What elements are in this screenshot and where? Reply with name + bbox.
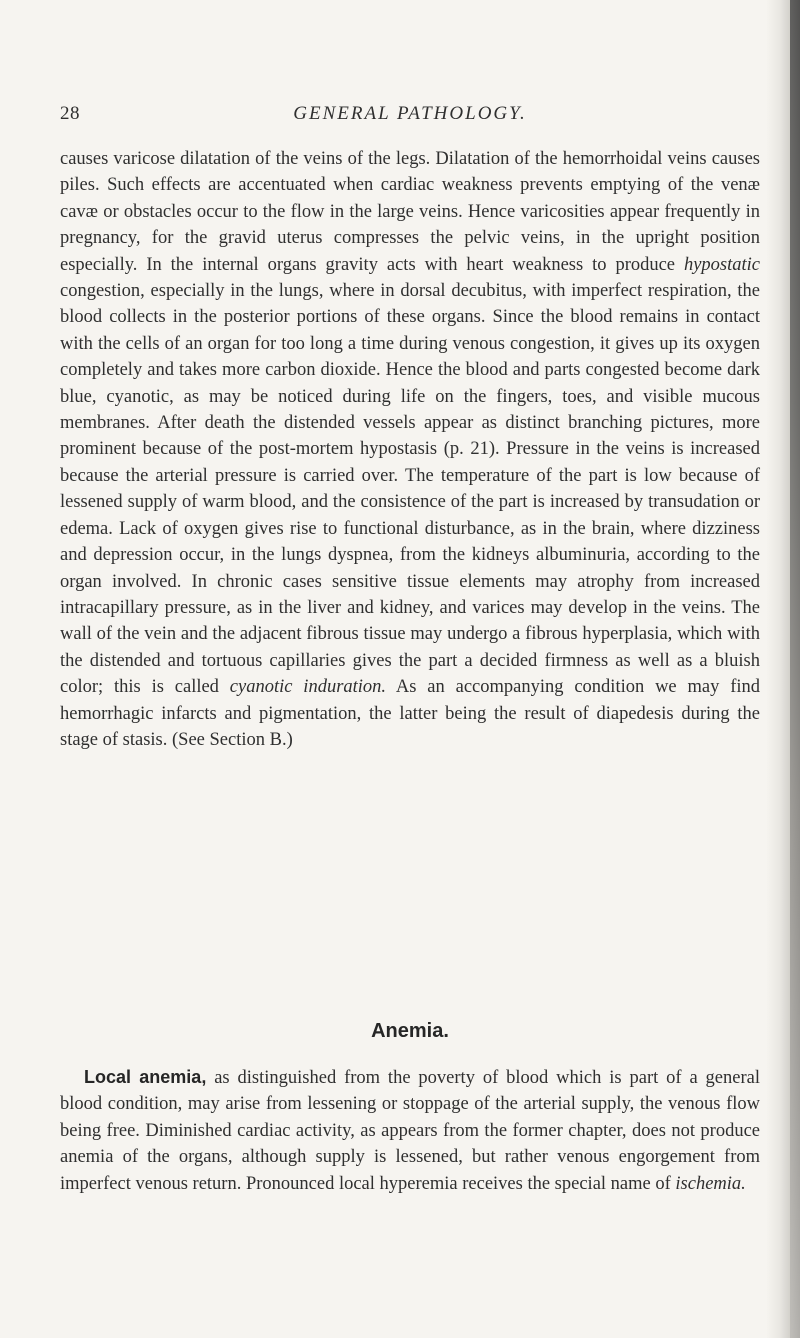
term-cyanotic-induration: cyanotic induration. (229, 677, 387, 698)
body-paragraph-1 (60, 146, 760, 753)
lead-term-local-anemia: Local anemia, (84, 1067, 207, 1087)
paragraph-2-text: as distinguished from the poverty of blood which is part of a general blood condition, may arise from lessening or stoppage of the arterial supply, the venous flow being free. Diminished cardiac activity, as appears from the former chapter, does not produce anemia of the organs, although supply is lessened, but rather venous engorgement from imperfect venous return. Pronounced local hyperemia receives the special name of (60, 1068, 760, 1194)
paragraph-1-text-c: As an accompanying condition we may find hemorrhagic infarcts and pigmentation, the latter being the result of diapedesis during the stage of stasis. (See Section B.) (60, 677, 760, 750)
paragraph-1-text-a: causes varicose dilatation of the veins of the legs. Dilatation of the hemorrhoidal veins causes piles. Such effects are accentuated when cardiac weakness prevents emptying of the venæ cavæ or obstacles occur to the flow in the large veins. Hence varicosities appear frequently in pregnancy, for the gravid uterus compresses the pelvic veins, in the upright position especially. In the internal organs gravity acts with heart weakness to produce (60, 149, 760, 275)
page-number: 28 (60, 103, 80, 124)
body-paragraph-2 (60, 1064, 760, 1197)
term-ischemia: ischemia. (675, 1173, 746, 1194)
term-hypostatic: hypostatic (683, 254, 760, 275)
section-heading-anemia: Anemia. (371, 1020, 449, 1042)
page-edge-binding (790, 0, 800, 1338)
paragraph-1-text-b: congestion, especially in the lungs, where in dorsal decubitus, with imperfect respiration, the blood collects in the posterior portions of these organs. Since the blood remains in contact with the cells of an organ for too long a time during venous congestion, it gives up its oxygen completely and takes more carbon dioxide. Hence the blood and parts congested become dark blue, cyanotic, as may be noticed during life on the fingers, toes, and visible mucous membranes. After death the distended vessels appear as distinct branching pictures, more prominent because of the post-mortem hypostasis (p. 21). Pressure in the veins is increased because the arterial pressure is carried over. The temperature of the part is low because of lessened supply of warm blood, and the consistence of the part is increased by transudation or edema. Lack of oxygen gives rise to functional disturbance, as in the brain, where dizziness and depression occur, in the lungs dyspnea, from the kidneys albuminuria, according to the organ involved. In chronic cases sensitive tissue elements may atrophy from increased intracapillary pressure, as in the liver and kidney, and varices may develop in the veins. The wall of the vein and the adjacent fibrous tissue may undergo a fibrous hyperplasia, which with the distended and tortuous capillaries gives the part a decided firmness as well as a bluish color; this is called (60, 281, 760, 698)
running-head: GENERAL PATHOLOGY. (293, 103, 527, 124)
page-header (60, 103, 760, 127)
